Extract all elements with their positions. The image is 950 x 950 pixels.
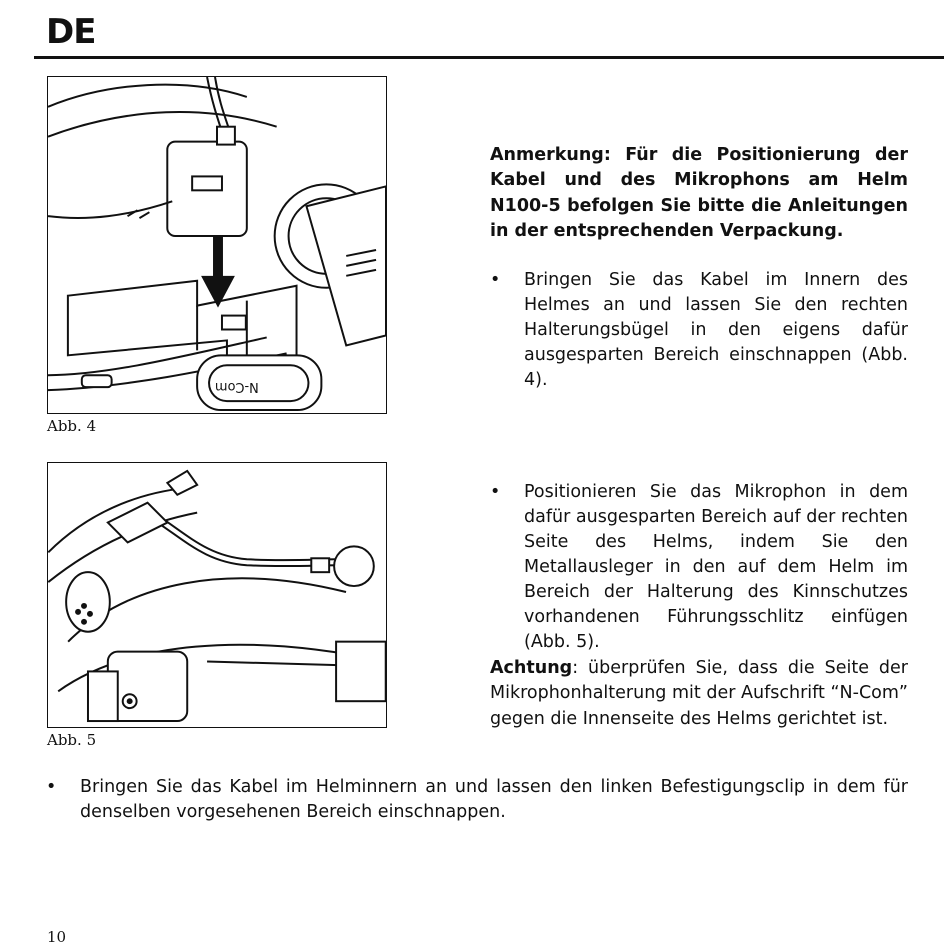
bullet-text: Bringen Sie das Kabel im Innern des Helmes an und lassen Sie den rechten Halterungsbügel in den eigens dafür ausgesparten Bereich einschnappen (Abb. 4).: [524, 270, 908, 390]
warning-paragraph: [490, 656, 908, 732]
figure-5-illustration: [47, 462, 387, 728]
bullet-symbol: •: [490, 270, 501, 290]
bullet-symbol: •: [46, 777, 57, 797]
header-rule: [34, 56, 944, 59]
figure-4-logo-text: N-Com: [214, 379, 259, 395]
note-paragraph: Anmerkung: Für die Positionierung der Kabel und des Mikrophons am Helm N100-5 befolgen Sie bitte die Anleitungen in der entsprechenden Verpackung.: [490, 145, 908, 241]
figure-4-caption: Abb. 4: [47, 417, 97, 435]
bullet-symbol: •: [490, 482, 501, 502]
warning-label: Achtung: [490, 658, 573, 678]
instruction-bullet-1: [490, 268, 908, 393]
warning-text: : überprüfen Sie, dass die Seite der Mikrophonhalterung mit der Aufschrift “N-Com” gegen die Innenseite des Helms gerichtet ist.: [490, 658, 908, 729]
figure-5-drawing: [48, 463, 386, 727]
instruction-bullet-2: [490, 480, 908, 655]
figure-5-caption: Abb. 5: [47, 731, 97, 749]
bullet-text: Positionieren Sie das Mikrophon in dem dafür ausgesparten Bereich auf der rechten Seite des Helms, indem Sie den Metallausleger in den auf dem Helm im Bereich der Halterung des Kinnschutzes vorhandenen Führungsschlitz einfügen (Abb. 5).: [524, 482, 908, 652]
bullet-text: Bringen Sie das Kabel im Helminnern an und lassen den linken Befestigungsclip in dem für denselben vorgesehenen Bereich einschnappen.: [80, 777, 908, 822]
figure-4-illustration: [47, 76, 387, 414]
instruction-bullet-3: [46, 775, 908, 825]
page-header-language: DE: [46, 12, 96, 52]
figure-4-drawing: [48, 77, 386, 413]
page-number: 10: [47, 928, 67, 946]
